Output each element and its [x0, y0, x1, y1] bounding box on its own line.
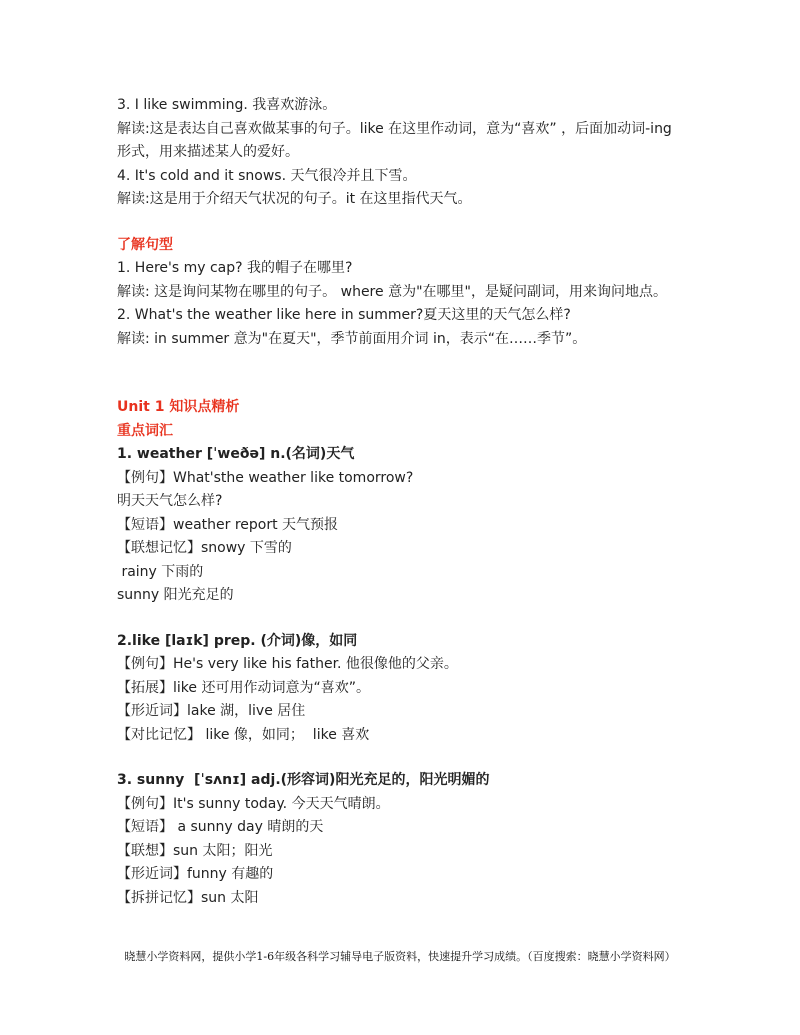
vocab-weather-example-translation: 明天天气怎么样? [117, 493, 223, 509]
vocab-sunny-phrase: 【短语】 a sunny day 晴朗的天 [117, 819, 324, 835]
pattern-item-2-explanation: 解读: in summer 意为"在夏天"，季节前面用介词 in，表示“在……季节”。 [117, 330, 587, 347]
vocab-sunny-similar-word: 【形近词】funny 有趣的 [117, 866, 274, 882]
vocab-sunny-association: 【联想】sun 太阳；阳光 [117, 842, 273, 859]
pattern-item-1: 1. Here's my cap? 我的帽子在哪里? [117, 260, 353, 276]
vocab-like-contrast: 【对比记忆】 like 像，如同； like 喜欢 [117, 726, 370, 743]
vocab-sunny-headword: 3. sunny [ˈsʌnɪ] adj.(形容词)阳光充足的，阳光明媚的 [117, 772, 490, 788]
pattern-item-2: 2. What's the weather like here in summer?夏天这里的天气怎么样? [117, 307, 571, 323]
vocab-like-extension: 【拓展】like 还可用作动词意为“喜欢”。 [117, 679, 370, 696]
vocab-weather-association-2: rainy 下雨的 [117, 563, 204, 580]
sentence-item-4: 4. It's cold and it snows. 天气很冷并且下雪。 [117, 167, 417, 184]
vocab-weather-phrase: 【短语】weather report 天气预报 [117, 516, 339, 533]
unit-title: Unit 1 知识点精析 [117, 399, 240, 415]
vocab-sunny-example: 【例句】It's sunny today. 今天天气晴朗。 [117, 795, 390, 812]
vocab-sunny-split-memory: 【拆拼记忆】sun 太阳 [117, 889, 259, 906]
vocab-weather-example: 【例句】What'sthe weather like tomorrow? [117, 469, 414, 486]
sentence-item-4-explanation: 解读:这是用于介绍天气状况的句子。it 在这里指代天气。 [117, 191, 472, 207]
pattern-item-1-explanation: 解读: 这是询问某物在哪里的句子。 where 意为"在哪里"，是疑问副词，用来询问地点。 [117, 283, 667, 300]
key-vocabulary-heading: 重点词汇 [117, 422, 173, 439]
document-body [117, 94, 687, 910]
vocab-like-headword: 2.like [laɪk] prep. (介词)像，如同 [117, 632, 358, 649]
vocab-weather-association: 【联想记忆】snowy 下雪的 [117, 540, 292, 556]
vocab-like-example: 【例句】He's very like his father. 他很像他的父亲。 [117, 656, 458, 672]
page-footer: 晓慧小学资料网，提供小学1-6年级各科学习辅导电子版资料，快速提升学习成绩。（百度搜索：晓慧小学资料网） [124, 950, 676, 963]
section-heading-sentence-patterns: 了解句型 [117, 236, 173, 253]
vocab-weather-headword: 1. weather [ˈweðə] n.(名词)天气 [117, 446, 355, 462]
vocab-like-similar-words: 【形近词】lake 湖，live 居住 [117, 703, 306, 719]
sentence-item-3-explanation: 解读:这是表达自己喜欢做某事的句子。like 在这里作动词，意为“喜欢” ，后面加动词-ing 形式，用来描述某人的爱好。 [117, 120, 672, 160]
vocab-weather-association-3: sunny 阳光充足的 [117, 587, 234, 603]
sentence-item-3: 3. I like swimming. 我喜欢游泳。 [117, 97, 337, 113]
